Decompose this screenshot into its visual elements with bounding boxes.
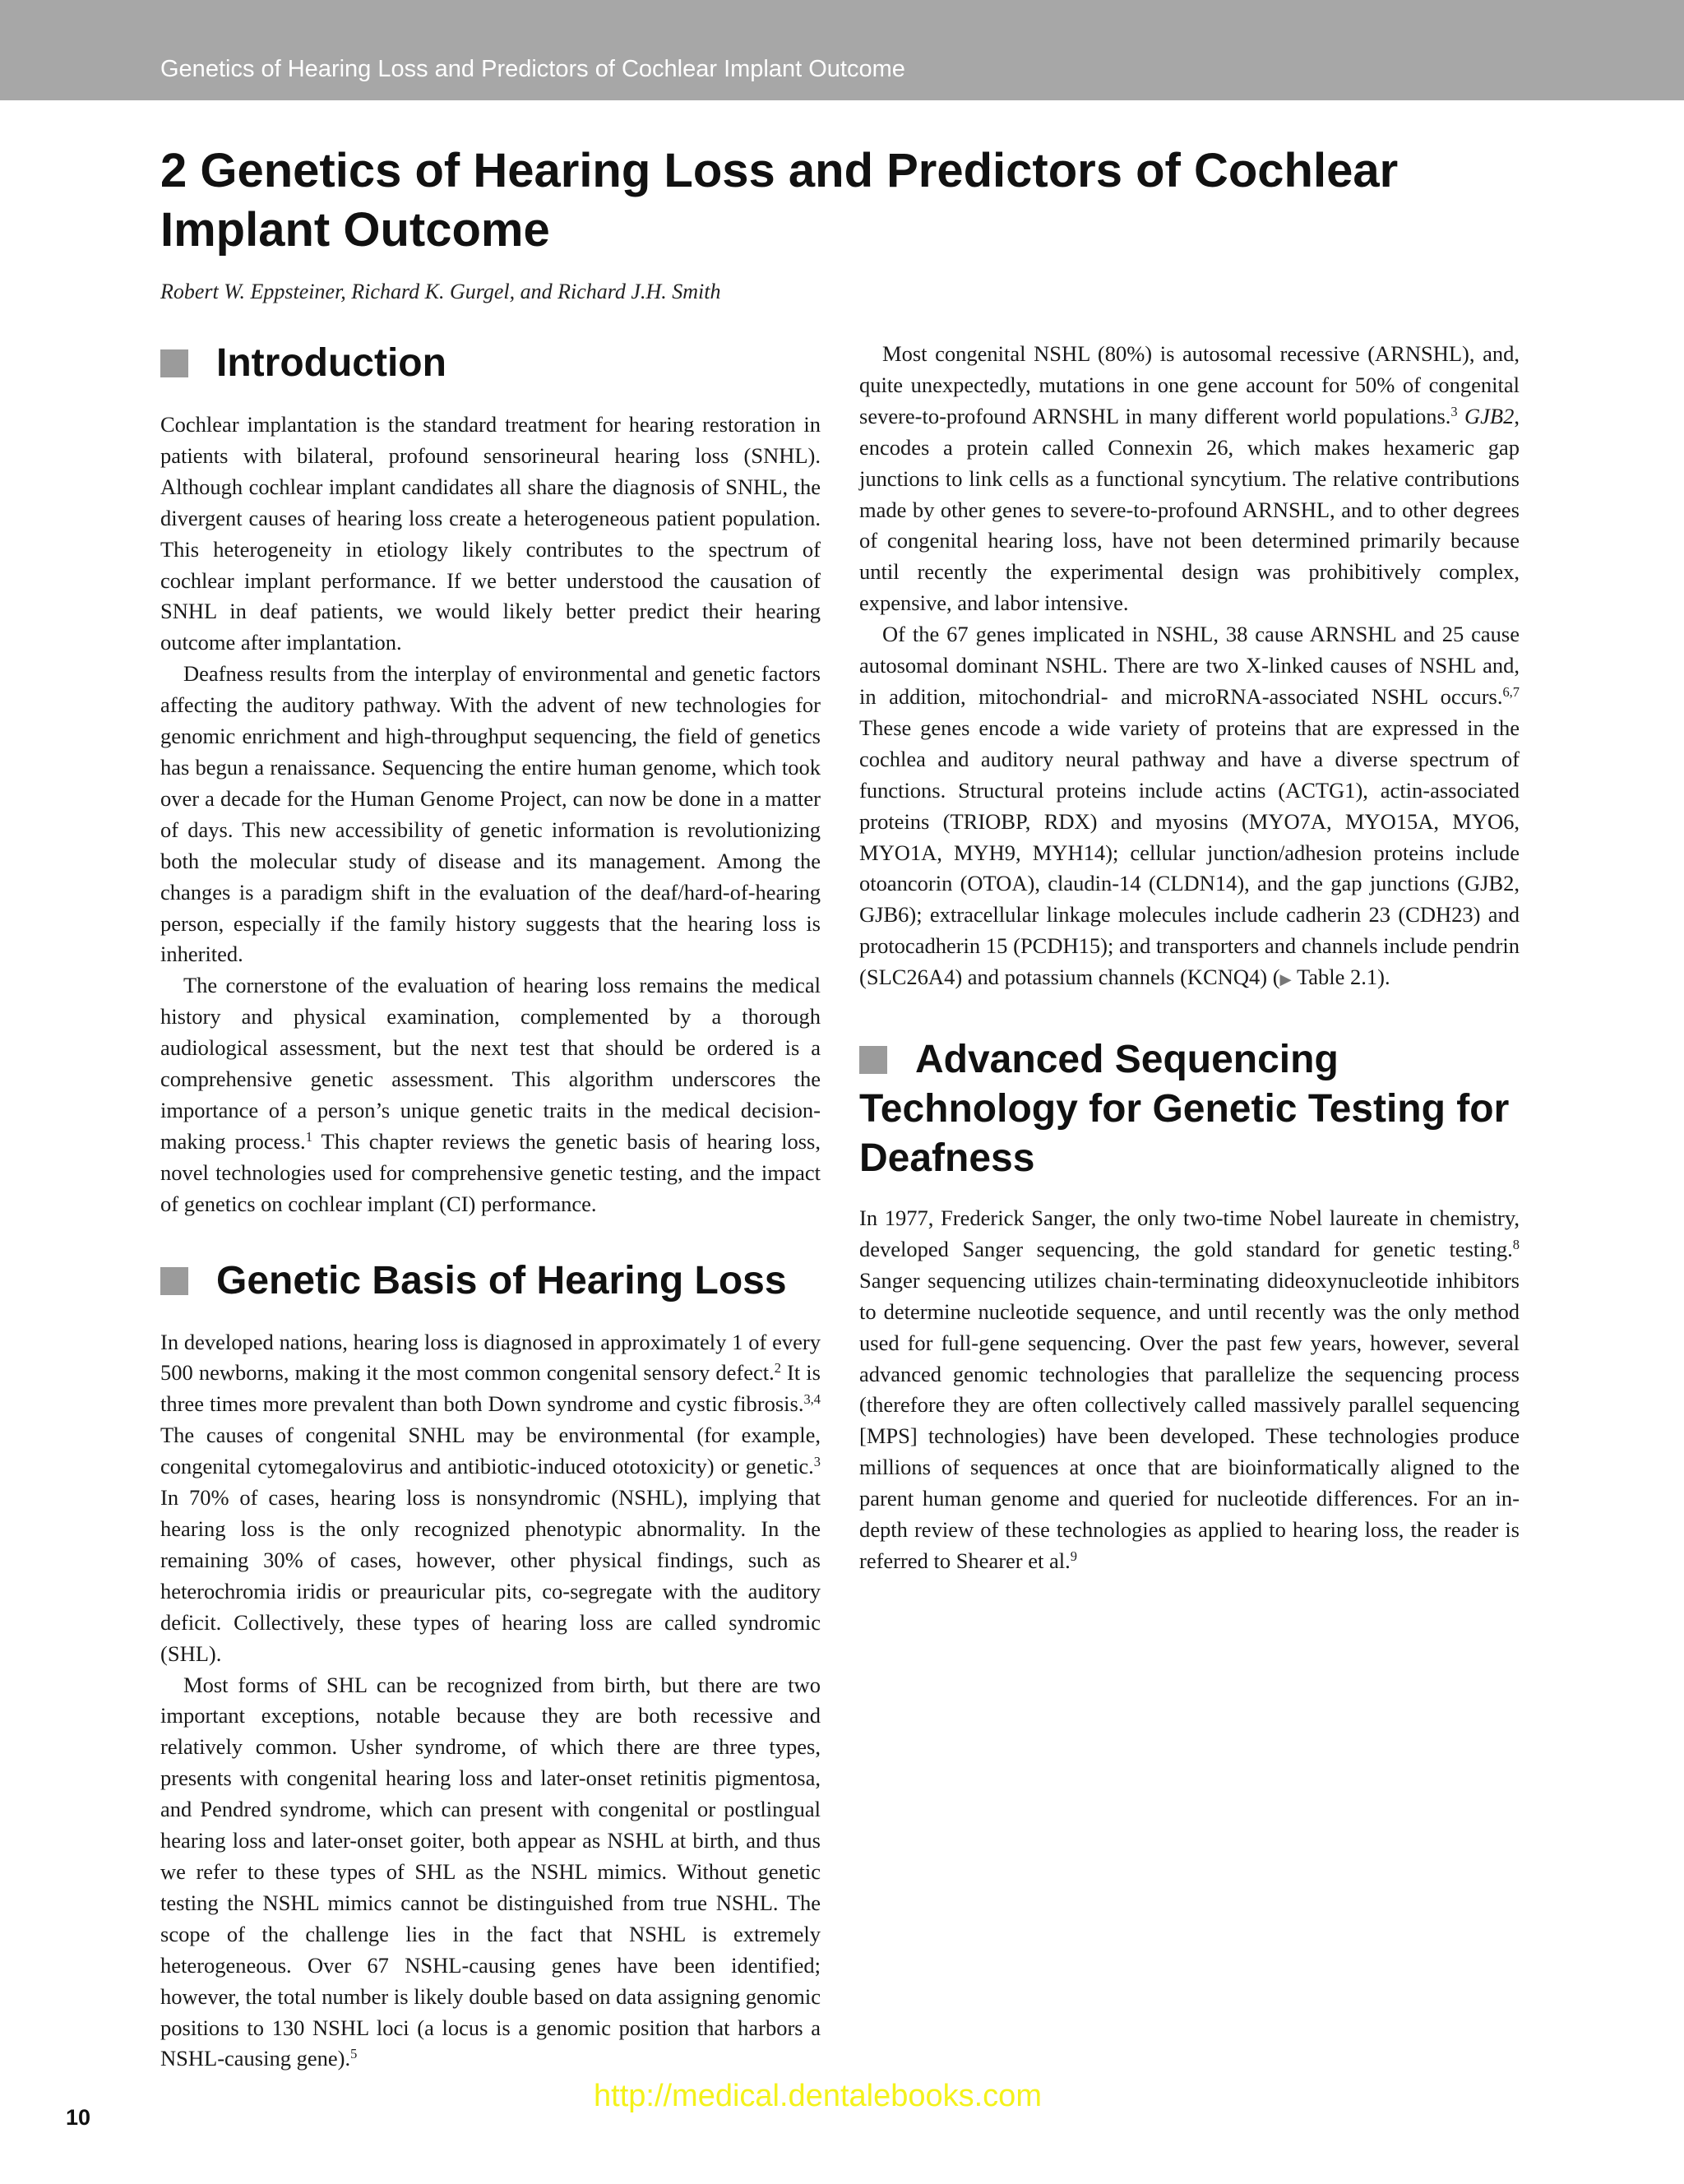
text-run: ). xyxy=(1377,965,1390,990)
text-run: In 1977, Frederick Sanger, the only two-time Nobel laureate in chemistry, developed Sanger sequencing, the gold standard for genetic testing. xyxy=(859,1205,1520,1261)
running-head: Genetics of Hearing Loss and Predictors of Cochlear Implant Outcome xyxy=(160,56,905,82)
paragraph xyxy=(859,1203,1520,1577)
citation-ref[interactable]: 2 xyxy=(774,1360,781,1377)
paragraph xyxy=(160,1327,821,1670)
text-run: In 70% of cases, hearing loss is nonsyndromic (NSHL), implying that hearing loss is the only recognized phenotypic abnormality. In the remaining 30% of cases, however, other physical findings, such as heterochromia iridis or preauricular pits, co-segregate with the auditory deficit. Collectively, these types of hearing loss are called syndromic (SHL). xyxy=(160,1485,821,1666)
left-column xyxy=(160,339,821,2075)
chapter-title: 2 Genetics of Hearing Loss and Predictors of Cochlear Implant Outcome xyxy=(160,144,1399,257)
citation-ref[interactable]: 3 xyxy=(1450,403,1458,419)
right-column xyxy=(859,339,1520,1577)
section-heading-text: Introduction xyxy=(216,341,446,385)
paragraph xyxy=(160,970,821,1219)
section-marker-icon xyxy=(160,349,188,377)
section-heading-text: Advanced Sequencing Technology for Genetic Testing for Deafness xyxy=(859,1038,1510,1181)
text-run: , encodes a protein called Connexin 26, which makes hexameric gap junctions to link cells as a functional syncytium. The relative contributions made by other genes to severe-to-profound ARNSHL, and to other degrees of congenital hearing loss, have not been determined primarily because until recently the experimental design was prohibitively complex, expensive, and labor intensive. xyxy=(859,403,1520,616)
text-run: Sanger sequencing utilizes chain-terminating dideoxynucleotide inhibitors to determine nucleotide sequence, and until recently was the only method used for full-gene sequencing. Over the past few years, however, several advanced genomic technologies that parallelize the sequencing process (therefore they are often collectively called massively parallel sequencing [MPS] technologies) have been developed. These technologies produce millions of sequences at once that are bioinformatically aligned to the parent human genome and queried for nucleotide differences. For an in-depth review of these technologies as applied to hearing loss, the reader is referred to Shearer et al. xyxy=(859,1267,1520,1573)
citation-ref[interactable]: 8 xyxy=(1512,1236,1520,1252)
text-run: Of the 67 genes implicated in NSHL, 38 cause ARNSHL and 25 cause autosomal dominant NSHL. There are two X-linked causes of NSHL and, in addition, mitochondrial- and microRNA-associated NSHL occurs. xyxy=(859,622,1520,709)
text-run: Most congenital NSHL (80%) is autosomal recessive (ARNSHL), and, quite unexpectedly, mutations in one gene account for 50% of congenital severe-to-profound ARNSHL in many different world populations. xyxy=(859,341,1520,428)
section-heading-advanced-sequencing xyxy=(859,1035,1520,1183)
section-heading-introduction xyxy=(160,339,821,388)
section-heading-genetic-basis xyxy=(160,1256,821,1306)
citation-ref[interactable]: 3,4 xyxy=(803,1391,821,1408)
running-header-band xyxy=(0,0,1684,100)
citation-ref[interactable]: 9 xyxy=(1070,1548,1077,1564)
text-run: In developed nations, hearing loss is diagnosed in approximately 1 of every 500 newborns, making it the most common congenital sensory defect. xyxy=(160,1329,821,1386)
text-run: The causes of congenital SNHL may be environmental (for example, congenital cytomegalovirus and antibiotic-induced ototoxicity) or genetic. xyxy=(160,1423,821,1479)
citation-ref[interactable]: 5 xyxy=(350,2046,358,2062)
paragraph-continued xyxy=(160,1670,821,2075)
section-marker-icon xyxy=(160,1267,188,1295)
citation-ref[interactable]: 3 xyxy=(813,1454,821,1470)
text-run: These genes encode a wide variety of proteins that are expressed in the cochlea and auditory neural pathway and have a diverse spectrum of functions. Structural proteins include actins (ACTG1), actin-associated proteins (TRIOBP, RDX) and myosins (MYO7A, MYO15A, MYO6, MYO1A, MYH9, MYH14); cellular junction/adhesion proteins include otoancorin (OTOA), claudin-14 (CLDN14), and the gap junctions (GJB2, GJB6); extracellular linkage molecules include cadherin 23 (CDH23) and protocadherin 15 (PCDH15); and transporters and channels include pendrin (SLC26A4) and potassium channels (KCNQ4) ( xyxy=(859,715,1520,990)
paragraph: Deafness results from the interplay of environmental and genetic factors affecting the auditory pathway. With the advent of new technologies for genomic enrichment and high-throughput sequencing, the field of genetics has begun a renaissance. Sequencing the entire human genome, which took over a decade for the Human Genome Project, can now be done in a matter of days. This new accessibility of genetic information is revolutionizing both the molecular study of disease and its management. Among the changes is a paradigm shift in the evaluation of the deaf/hard-of-hearing person, especially if the family history suggests that the hearing loss is inherited. xyxy=(160,661,821,967)
text-run: This chapter reviews the genetic basis of hearing loss, novel technologies used for comprehensive genetic testing, and the impact of genetics on cochlear implant (CI) performance. xyxy=(160,1128,821,1216)
text-run: The cornerstone of the evaluation of hearing loss remains the medical history and physical examination, complemented by a thorough audiological assessment, but the next test that should be ordered is a comprehensive genetic assessment. This algorithm underscores the importance of a person’s unique genetic traits in the medical decision-making process. xyxy=(160,973,821,1154)
paragraph: Cochlear implantation is the standard treatment for hearing restoration in patients with bilateral, profound sensorineural hearing loss (SNHL). Although cochlear implant candidates all share the diagnosis of SNHL, the divergent causes of hearing loss create a heterogeneous patient population. This heterogeneity in etiology likely contributes to the spectrum of cochlear implant performance. If we better understood the causation of SNHL in deaf patients, we would likely better predict their hearing outcome after implantation. xyxy=(160,412,821,655)
paragraph xyxy=(859,339,1520,619)
table-link-arrow-icon: ▶ xyxy=(1279,971,1292,989)
text-run: Most forms of SHL can be recognized from birth, but there are two important exceptions, notable because they are both recessive and relatively common. Usher syndrome, of which there are three types, presents with congenital hearing loss and later-onset retinitis pigmentosa, and Pendred syndrome, which can present with congenital or postlingual hearing loss and later-onset goiter, both appear as NSHL at birth, and thus we refer to these types of SHL as the NSHL mimics. Without genetic testing the NSHL mimics cannot be distinguished from true NSHL. The scope of the challenge lies in the fact that NSHL is extremely heterogeneous. Over 67 NSHL-causing genes have been identified; however, the total number is likely double based on data assigning genomic positions to 130 NSHL loci (a locus is a genomic position that harbors a NSHL-causing gene). xyxy=(160,1672,821,2071)
table-cross-reference[interactable]: Table 2.1 xyxy=(1291,965,1378,990)
section-heading-text: Genetic Basis of Hearing Loss xyxy=(216,1258,787,1303)
page-number: 10 xyxy=(66,2105,91,2130)
text-run: It is three times more prevalent than both Down syndrome and cystic fibrosis. xyxy=(160,1360,821,1417)
citation-ref[interactable]: 1 xyxy=(305,1128,312,1145)
section-marker-icon xyxy=(859,1046,887,1074)
paragraph xyxy=(859,619,1520,996)
chapter-authors: Robert W. Eppsteiner, Richard K. Gurgel, and Richard J.H. Smith xyxy=(160,280,721,303)
gene-name: GJB2 xyxy=(1464,403,1515,428)
watermark-url[interactable]: http://medical.dentalebooks.com xyxy=(594,2079,1042,2113)
citation-ref[interactable]: 6,7 xyxy=(1502,683,1520,700)
